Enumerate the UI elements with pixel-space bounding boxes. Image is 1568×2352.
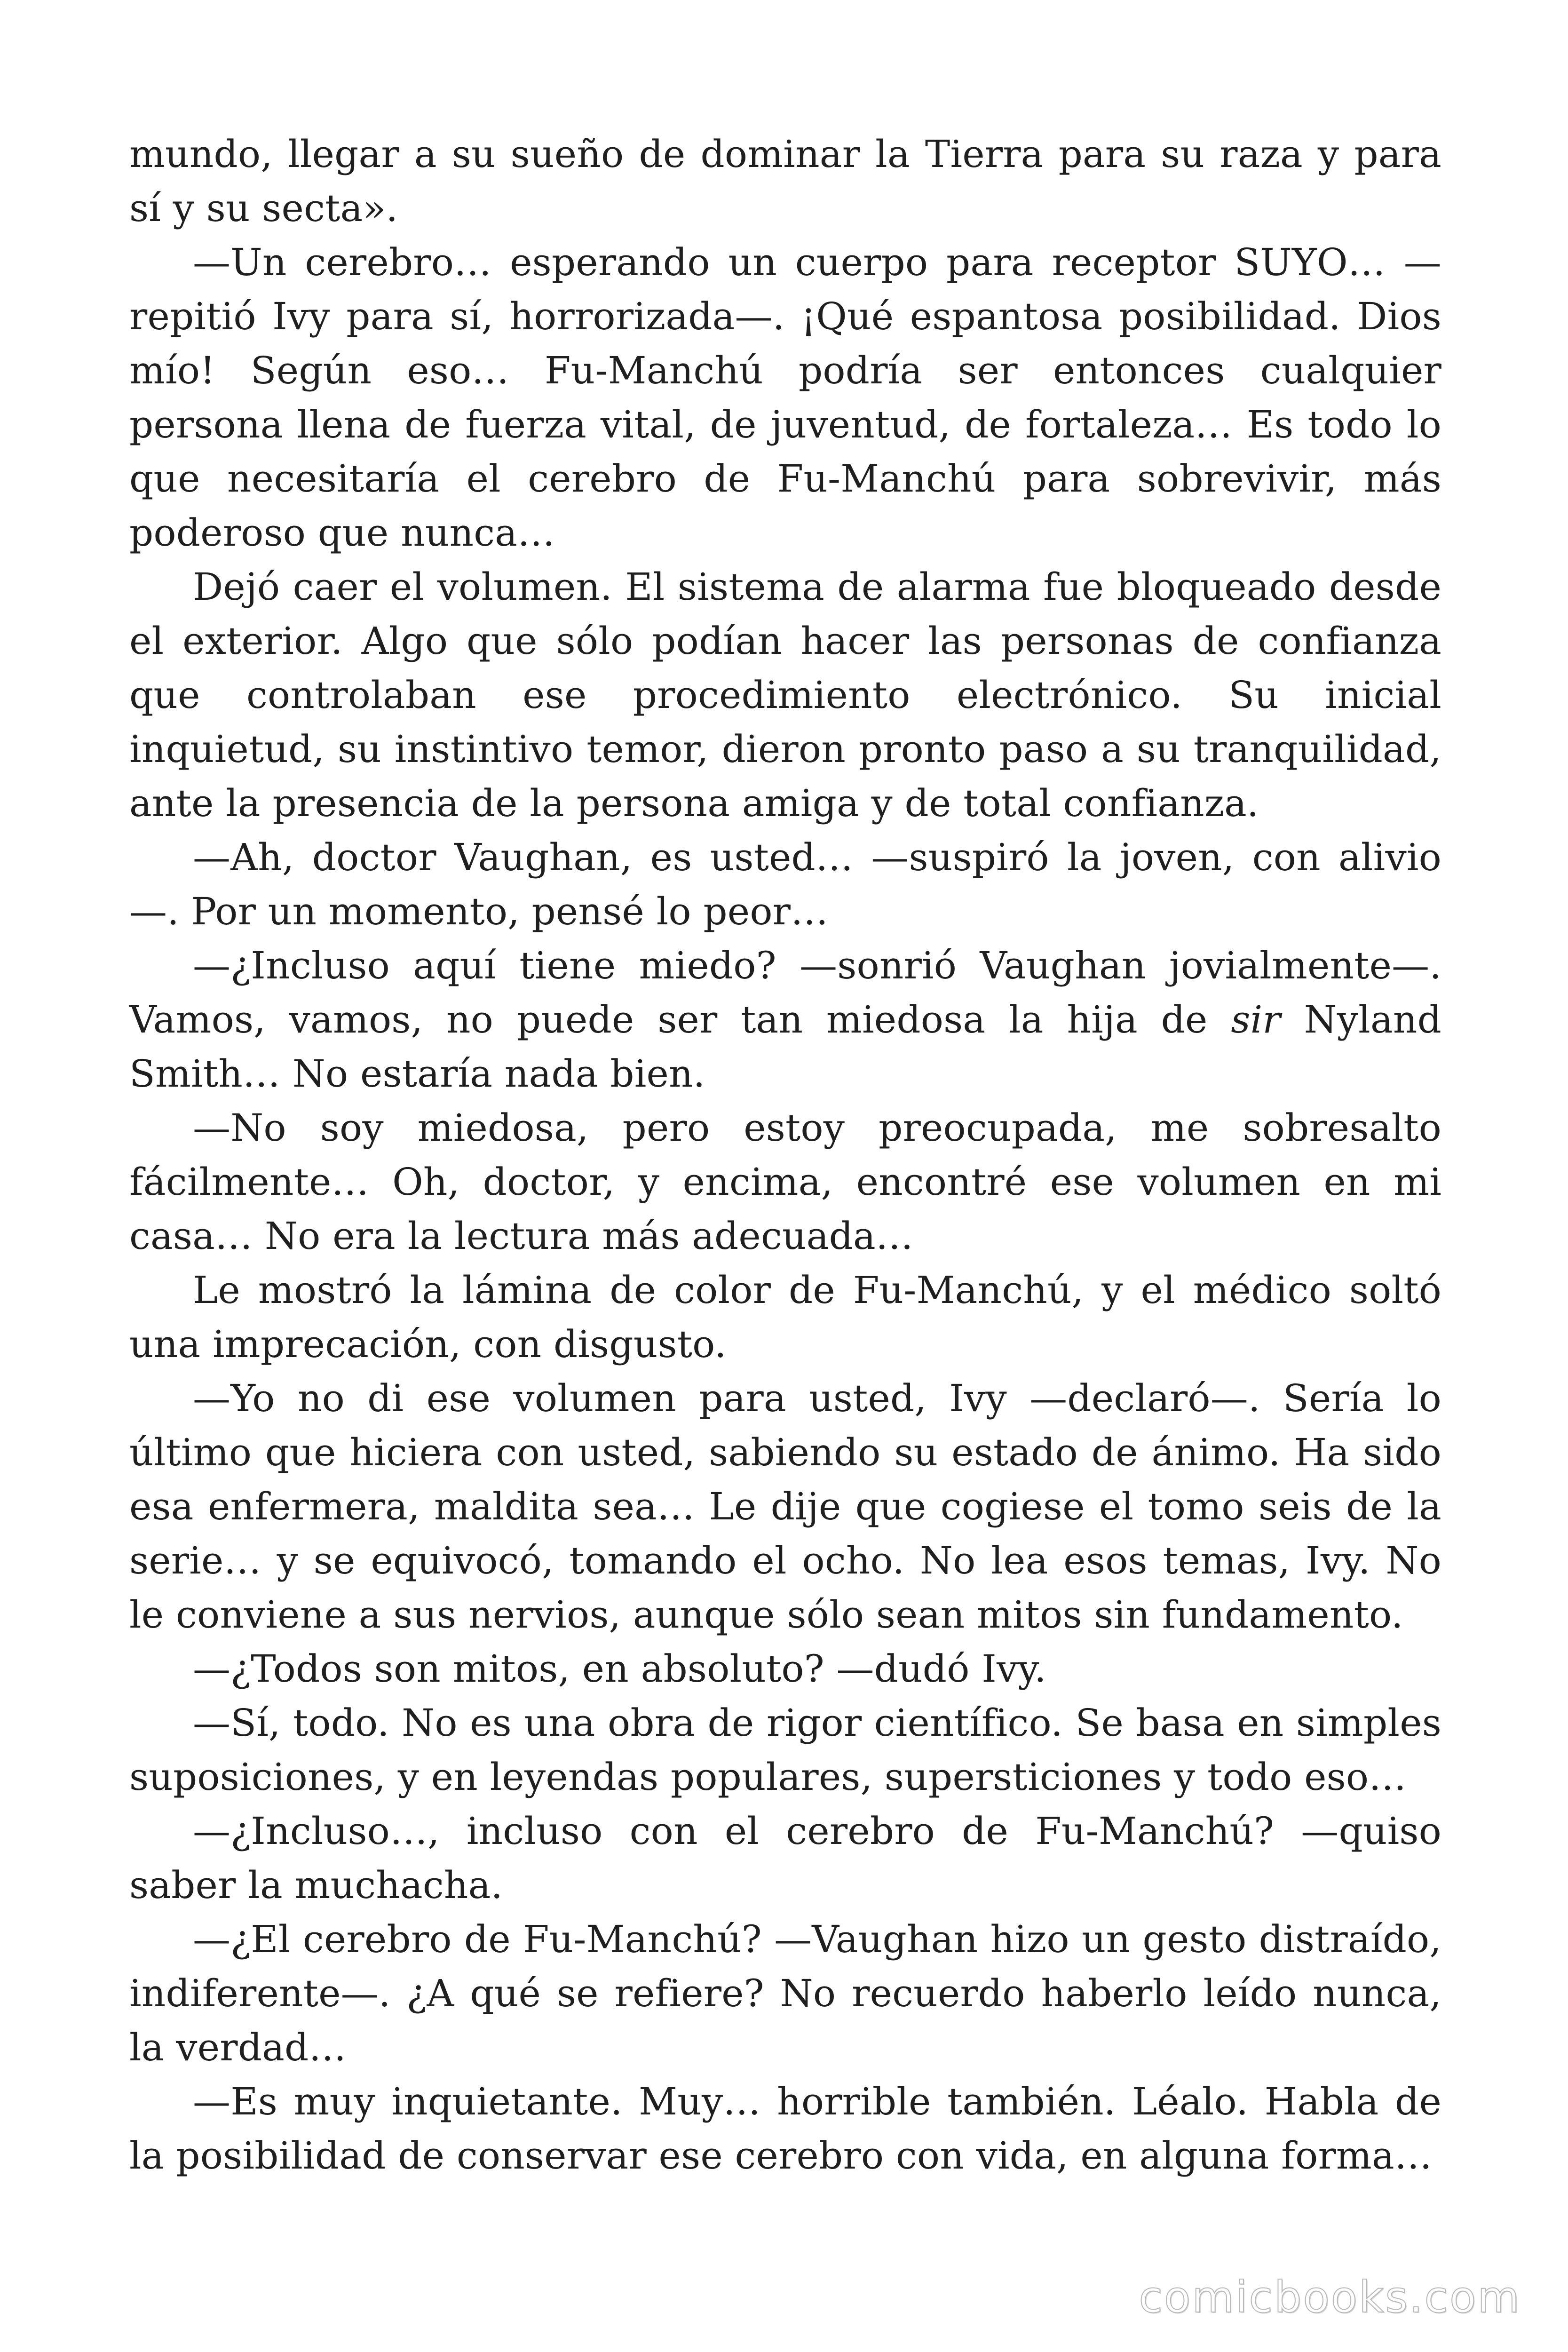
paragraph-text: Nyland Smith… No estaría nada bien. — [129, 998, 1442, 1096]
paragraph-text: —No soy miedosa, pero estoy preocupada, me sobresalto fácilmente… Oh, doctor, y encima, encontré ese volumen en mi casa… No era la lectura más adecuada… — [129, 1106, 1441, 1258]
paragraph — [129, 1371, 1441, 1642]
watermark: comicbooks.com — [1139, 2272, 1521, 2322]
paragraph — [129, 830, 1441, 938]
page-text — [129, 127, 1441, 2183]
paragraph-text: mundo, llegar a su sueño de dominar la Tierra para su raza y para sí y su secta». — [129, 132, 1441, 230]
paragraph — [129, 1696, 1441, 1804]
paragraph-text: Dejó caer el volumen. El sistema de alarma fue bloqueado desde el exterior. Algo que sólo podían hacer las personas de confianza que controlaban ese procedimiento electrónico. Su inicial inquietud, su instintivo temor, dieron pronto paso a su tranquilidad, ante la presencia de la persona amiga y de total confianza. — [129, 565, 1441, 825]
paragraph-text: —Yo no di ese volumen para usted, Ivy —declaró—. Sería lo último que hiciera con usted, sabiendo su estado de ánimo. Ha sido esa enfermera, maldita sea… Le dije que cogiese el tomo seis de la serie… y se equivocó, tomando el ocho. No lea esos temas, Ivy. No le conviene a sus nervios, aunque sólo sean mitos sin fundamento. — [129, 1376, 1441, 1637]
paragraph — [129, 235, 1441, 560]
paragraph — [129, 2074, 1441, 2183]
paragraph-text: —¿Incluso…, incluso con el cerebro de Fu-Manchú? —quiso saber la muchacha. — [129, 1809, 1441, 1907]
paragraph-text: —Ah, doctor Vaughan, es usted… —suspiró la joven, con alivio —. Por un momento, pensé lo peor… — [129, 835, 1441, 933]
paragraph-text: Le mostró la lámina de color de Fu-Manchú, y el médico soltó una imprecación, con disgusto. — [129, 1268, 1441, 1366]
paragraph — [129, 938, 1441, 1101]
paragraph — [129, 560, 1441, 830]
paragraph — [129, 1912, 1441, 2074]
paragraph — [129, 127, 1441, 235]
paragraph-text: —Es muy inquietante. Muy… horrible también. Léalo. Habla de la posibilidad de conservar ese cerebro con vida, en alguna forma… — [129, 2080, 1441, 2177]
paragraph-text: —¿Todos son mitos, en absoluto? —dudó Ivy. — [193, 1647, 1046, 1691]
italic-text: sir — [1231, 998, 1281, 1041]
paragraph — [129, 1101, 1441, 1263]
paragraph-text: —¿Incluso aquí tiene miedo? —sonrió Vaughan jovialmente—. Vamos, vamos, no puede ser tan miedosa la hija de — [129, 944, 1441, 1041]
paragraph — [129, 1263, 1441, 1371]
paragraph-text: —¿El cerebro de Fu-Manchú? —Vaughan hizo un gesto distraído, indiferente—. ¿A qué se refiere? No recuerdo haberlo leído nunca, la verdad… — [129, 1917, 1441, 2069]
paragraph — [129, 1642, 1441, 1696]
paragraph-text: —Sí, todo. No es una obra de rigor científico. Se basa en simples suposiciones, y en leyendas populares, supersticiones y todo eso… — [129, 1701, 1441, 1799]
paragraph — [129, 1804, 1441, 1912]
paragraph-text: —Un cerebro… esperando un cuerpo para receptor SUYO… —repitió Ivy para sí, horrorizada—. ¡Qué espantosa posibilidad. Dios mío! Según eso… Fu-Manchú podría ser entonces cualquier persona llena de fuerza vital, de juventud, de fortaleza… Es todo lo que necesitaría el cerebro de Fu-Manchú para sobrevivir, más poderoso que nunca… — [129, 240, 1441, 555]
